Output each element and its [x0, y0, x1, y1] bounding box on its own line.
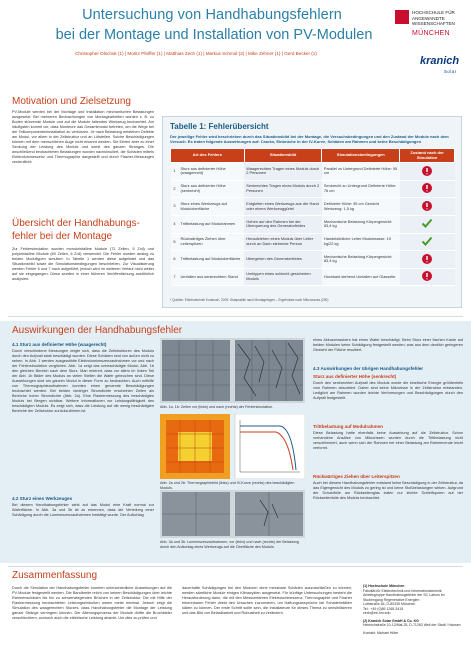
section-divider [8, 566, 463, 567]
row-simulation: Mechanische Belastung Körpergewicht: 83,4 kg [322, 251, 400, 269]
section-43-text3: Auch bei diesem Handhabungsfehler entstand keine Beschädigung in der Zellstruktur, da das Eigengewicht des Moduls zu gering ist und keine Stoßbelastungen wirken. Aufgrund der Schutzfolie am Rückseitenglas traten nur leichte Schleifspuren auf der Rückseitenfolie des Moduls beobachtet. [313, 481, 463, 500]
fig2-caption: Abb. 2a und 2b: Thermographiebild (links) und IV-Kurve (rechts) des beschädigten Moduls. [160, 481, 295, 490]
thermo-iv-fig2 [160, 414, 305, 479]
overview-text: Zur Fehlersimulation wurden monokristalline Module (72 Zellen, 5 Zoll) und polykristalline Module (60 Zellen, 6 Zoll) verwendet. Die Fehler wurden analog zu beiden Modultypen simuliert. In Tabelle 1 werden diese aufgelistet und das Situationsbild sowie die Simulationsbedingungen beschrieben. Zur Visualisierung werden Fehler 6 und 7 nach aufgeführt, jedoch wird im weiteren Verlauf nicht weiter auf sie eingegangen. Diese wurden in einer früheren Veröffentlichung ausführlich analysiert. [12, 247, 154, 281]
row-situation: Entgleiten eines Werkzeugs aus der Hand oder einem Werkzeuggürtel [244, 198, 322, 216]
hm-logo [395, 6, 465, 46]
summary-col2: dauerhafte Schädigungen bei den Modulen ohne messbare Schäden auszuschließen zu können, werden sämtliche Module einigen Klimazyklen ausgesetzt. Für künftige Untersuchungen besteht die Herausforderung darin, die mit den Messverfahren Elektrolumineszenz, Thermographie und Flasher erkennbaren Fehler direkt den Ursachen zuzuordnen, um Haftungsansprüche bei Schadensfällen klären zu können. Der erste Schritt sollte sein, die Installateure für dieses Thema zu sensibilisieren und das Bild von Belastbarkeit und Robustheit zu verändern. [182, 586, 352, 615]
row-situation: Heraufziehen eines Moduls über Leiter durch an Dach stehende Person [244, 233, 322, 251]
col3-text-top: eines Akkuschraubers hat einen Wafer beschädigt. Beim Sturz einer flachen Kante auf beiden Modulen keine Schädigung festgestellt werden, was aus dem deutlich geringeren Gewicht der Fläche resultiert. [313, 338, 463, 352]
row-status [400, 268, 455, 286]
checkmark-icon [421, 235, 433, 247]
error-table [170, 148, 455, 286]
table-row [171, 215, 455, 233]
contact-org2: Kranich Solar GmbH & Co. KG [368, 618, 419, 623]
row-error-type: Sturz eines Werkzeugs auf Moduloberfläche [178, 198, 244, 216]
row-situation: Umkippen eines schlecht gesicherten Moduls [244, 268, 322, 286]
contact-line: Lothstraße 64, D-80335 München [363, 602, 416, 606]
warning-icon [421, 165, 433, 177]
row-number: 1 [171, 163, 179, 181]
row-status [400, 251, 455, 269]
row-situation: Waagerechtes Tragen eines Moduls durch 2 Personen [244, 163, 322, 181]
row-error-type: Sturz aus definierter Höhe (waagerecht) [178, 163, 244, 181]
overview-heading-2: fehler bei der Montage [12, 231, 113, 242]
row-error-type: Umfallen aus senkrechtem Stand [178, 268, 244, 286]
poster-title-line1: Untersuchung von Handhabungsfehlern [82, 7, 342, 23]
contact-org1-lines [363, 589, 465, 616]
table-row [171, 251, 455, 269]
contact-nr1: (1) [363, 584, 368, 588]
el-image-fig1 [160, 338, 305, 403]
section-43-sub2: Trittbelastung auf Modulrahmen [313, 424, 383, 429]
contact-line: Fakultät für Elektrotechnik und Informationstechnik [363, 588, 442, 593]
contact-person: Kontakt: Michael Hüter [363, 630, 399, 635]
kranich-logo: kranich [420, 55, 460, 67]
warning-icon [421, 200, 433, 212]
kranich-logo-sub: Solar [444, 69, 457, 74]
table-header: Art des Fehlers [171, 149, 245, 163]
row-simulation: Handelsübliche Leiter Modulmasse: 19 kg/22 kg [322, 233, 400, 251]
table-title: Tabelle 1: Fehlerübersicht [170, 122, 269, 131]
table-header-row [171, 149, 455, 163]
contact-org1: Hochschule München [368, 584, 405, 588]
section-43-text2: Diese Belastung hatte ebenfalls keine Auswirkung auf die Zellstruktur. Schon vorhandene Ansätze von Mikrorissen wurden durch die Trittbelastung nicht verschlimmert, auch wenn sich der Rahmen bei einer Belastung am Rahmenende leicht verformt. [313, 431, 463, 450]
el-image-fig3 [160, 490, 305, 538]
section-42-heading: 4.2 Sturz eines Werkzeuges [12, 496, 73, 501]
contact-block [363, 584, 465, 635]
motivation-text: PV-Module werden bei der Montage und Installation mechanischen Belastungen ausgesetzt. Bei mehreren Beobachtungen von Montagearbeiten wurden z. B. zu Boden stürzende Module und auf die Module fallendes Werkzeug beobachtet. Am häufigsten kommt vor, dass Monteure das Gesamtmodul betreten, um die Wege bei der Teilkomponenteninstallation zu verkürzen. Je nach Belastung entstehen Defekte am Modul, vor allem in der Zellstruktur und an Lötstellen. Solche Beschädigungen können mit dem menschlichen Auge nicht erkannt werden. Sie führen aber zu einer Senkung der Leistung des Moduls und somit des ganzen Stranges. Die anschließend beobachteten Belastungen wurden nachsimuliert, die Schäden mittels Elektrolumineszenz und Thermographie dargestellt und durch Flasher-Messungen verdeutlicht. [12, 110, 154, 164]
row-error-type: Trittbelastung auf Moduloberfläche [178, 251, 244, 269]
summary-col1: Durch die Simulation der Handhabungsfehler konnten unterschiedliche Auswirkungen auf die PV-Module festgestellt werden. Die Bandbreite reicht von keinen Beschädigungen über leichte Rahmenschäden bis hin zu schwerwiegenden Brüchen in der Zellstruktur. Die mit Hilfe der Flashermessung beobachteten Leistungseinbußen waren meist minimal. Jedoch zeigt die Simulation des waagerechten Sturzes, dass Handhabungsfehler die Montage der Leistung ganzer Stränge verringern können. Der Alterungsprozess der Module dürfte die Bruchbilder verschlechtern, wodurch auch die elektrische Leistung absinkt. Um dies zu prüfen und [12, 586, 172, 620]
fig3-caption: Abb. 3a und 3b: Lumineszenzaufnahmen, vor (links) und nach (rechts) der Belastung durch den Aufschlag eines Werkzeugs auf die Oberfläche des Moduls. [160, 540, 299, 549]
author-list: Christopher Olschok (1) | Moritz Pfeiffer (1) | Matthias Zech (1) | Markus Schmid (2) | Mike Zehner (1) | Gerd Becker (1) [75, 51, 317, 56]
checkmark-icon [421, 217, 433, 229]
poster-title-line2: bei der Montage und Installation von PV-Modulen [55, 27, 373, 43]
table-source: * Quellen: Elektrotechnik Kursbuch, 2009; Glaspraktik nach Montagetagen – Ergebnisse nach Mikrocracks (290) [170, 298, 329, 302]
overview-heading-1: Übersicht der Handhabungs- [12, 218, 140, 229]
table-row [171, 233, 455, 251]
table-row [171, 198, 455, 216]
motivation-heading: Motivation und Zielsetzung [12, 96, 131, 107]
section-43-heading: 4.3 Auswirkungen der übrigen Handhabungsfehler [313, 366, 424, 371]
contact-line: Arbeitsgruppe Handhabungsfehler der SC Labors im [363, 593, 445, 597]
row-status [400, 198, 455, 216]
row-simulation: Parallel zu Untergrund Definierte Höhe: 95 cm [322, 163, 400, 181]
row-error-type: Trittbelastung auf Modulrahmen [178, 215, 244, 233]
contact-line: Tel.: +49 (0)89 1265-3415 [363, 606, 404, 611]
table-row [171, 163, 455, 181]
row-simulation: Mechanische Belastung Körpergewicht: 83,4 kg [322, 215, 400, 233]
row-simulation: Definierte Höhe: 95 cm Gewicht Werkzeug: 1,5 kg [322, 198, 400, 216]
section-42-text: Bei diesem Handhabungsfehler wirkt auf das Modul eine Kraft normal zur Waferfläche. In Abb. 3a und 3b ist zu erkennen, dass die Verteilung einer Schädigung durch die Lumineszenzaufnahmen bestätigt wurde. Der Aufschlag [12, 503, 154, 517]
hm-logo-city: MÜNCHEN [412, 30, 450, 37]
row-number: 3 [171, 198, 179, 216]
hm-logo-mark-icon [395, 10, 409, 24]
row-number: 4 [171, 215, 179, 233]
row-number: 5 [171, 233, 179, 251]
summary-heading: Zusammenfassung [12, 570, 98, 581]
row-situation: Gehen auf den Rahmen bei der Überquerung des Generatorfeldes [244, 215, 322, 233]
warning-icon [421, 253, 433, 265]
row-status [400, 215, 455, 233]
section-43-text1: Durch den senkrechten Aufprall des Moduls wurde die kinetische Energie größtenteils vom Rahmen absorbiert. Daher sind keine Mikrorisse in der Zellstruktur entstanden. Lediglich am Rahmen wurden leichte Verformungen und Beschädigungen durch den Aufprall festgestellt. [313, 381, 463, 400]
table-header: Simulationsbedingungen [322, 149, 400, 163]
row-error-type: Rückwärtiges Ziehen über Leiterspitzen [178, 233, 244, 251]
row-error-type: Sturz aus definierter Höhe (senkrecht) [178, 180, 244, 198]
section-divider [8, 316, 463, 317]
table-header: Zustand nach der Simulation [400, 149, 455, 163]
section-43-sub1: Sturz aus definierter Höhe (senkrecht) [313, 374, 397, 379]
contact-org2-lines [363, 623, 465, 628]
contact-line: Studiengang Regenerative Energien [363, 597, 420, 602]
row-status [400, 233, 455, 251]
table-intro: Der jeweilige Fehler wird beschrieben durch das Situationsbild bei der Montage, die Versuchsbedingungen und den Zustand der Module nach dem Versuch. Es traten folgende Auswirkungen auf: Cracks, Einbrüche in der IV-Kurve, Schäden am Rahmen und keine Beschädigungen [170, 134, 449, 145]
fig1-caption: Abb. 1a, 1b: Zellen vor (links) und nach (rechts) der Fehlersimulation. [160, 405, 274, 409]
row-situation: Übergehen des Generatorfeldes [244, 251, 322, 269]
row-situation: Senkrechtes Tragen eines Moduls durch 2 Personen [244, 180, 322, 198]
contact-line: zech@ee.hm.edu [363, 611, 391, 615]
table-header: Situationsbild [244, 149, 322, 163]
table-row [171, 180, 455, 198]
table-row [171, 268, 455, 286]
warning-icon [421, 270, 433, 282]
section-41-text: Durch verschiedene Messungen zeigte sich, dass die Zellstrukturen des Moduls durch den Aufprall stark beschädigt wurden. Diese Schäden sind von außen nicht zu sehen. In Abb. 1 werden ausgewählte Elektrolumineszenzaufnahmen vor und nach der Fehlersimulation verglichen. Abb. 1a zeigt das unbeschädigte Modul, Abb. 1b den gleichen Bereich nach dem Sturz. Man erkennt, dass vor allem im linken Teil der Abb. 1b Bilder des Moduls an vielen Stellen die Wafer gebrochen sind. Diese Auswirkungen sind am ganzen Modul in dieser Form zu beobachten. Auch mithilfe von Thermographieaufnahmen konnten einen genannte Beschädigungen beobachtet werden. Bei beiden niedriger Stromdichte erscheinen Zellen als Bereiche hoher Stromdichte (Abb. 2a). Eine Flashermessung des beschädigten Moduls bei Bergen sichtbar. Weitere Informationen zur Leistungsfähigkeit des beschädigten Moduls. Es zeigt sich, dass die Leistung auf die wenig beschädigten Bereiche der Zellstruktur zurückzuführen ist. [12, 349, 154, 413]
section-41-heading: 4.1 Sturz aus definierter Höhe (waagerecht) [12, 342, 107, 347]
warning-icon [421, 182, 433, 194]
row-number: 6 [171, 251, 179, 269]
row-simulation: Senkrecht zu Untergrund Definierte Höhe: 76 cm [322, 180, 400, 198]
row-status [400, 163, 455, 181]
effects-heading: Auswirkungen der Handhabungsfehler [12, 325, 183, 336]
row-simulation: Hochkant stehend Umfallen auf Glasseite [322, 268, 400, 286]
section-43-sub3: Rückwärtiges Ziehen über Leiterspitzen [313, 474, 400, 479]
row-number: 2 [171, 180, 179, 198]
hm-logo-text: HOCHSCHULE FÜR ANGEWANDTE WISSENSCHAFTEN [412, 10, 455, 26]
poster-header [0, 0, 471, 92]
contact-line: Heinrichstraße 10-12/Mai-25, D-71263 Weil der Stadt / Hausen [363, 623, 461, 627]
row-number: 7 [171, 268, 179, 286]
row-status [400, 180, 455, 198]
contact-nr2: (2) [363, 618, 368, 623]
